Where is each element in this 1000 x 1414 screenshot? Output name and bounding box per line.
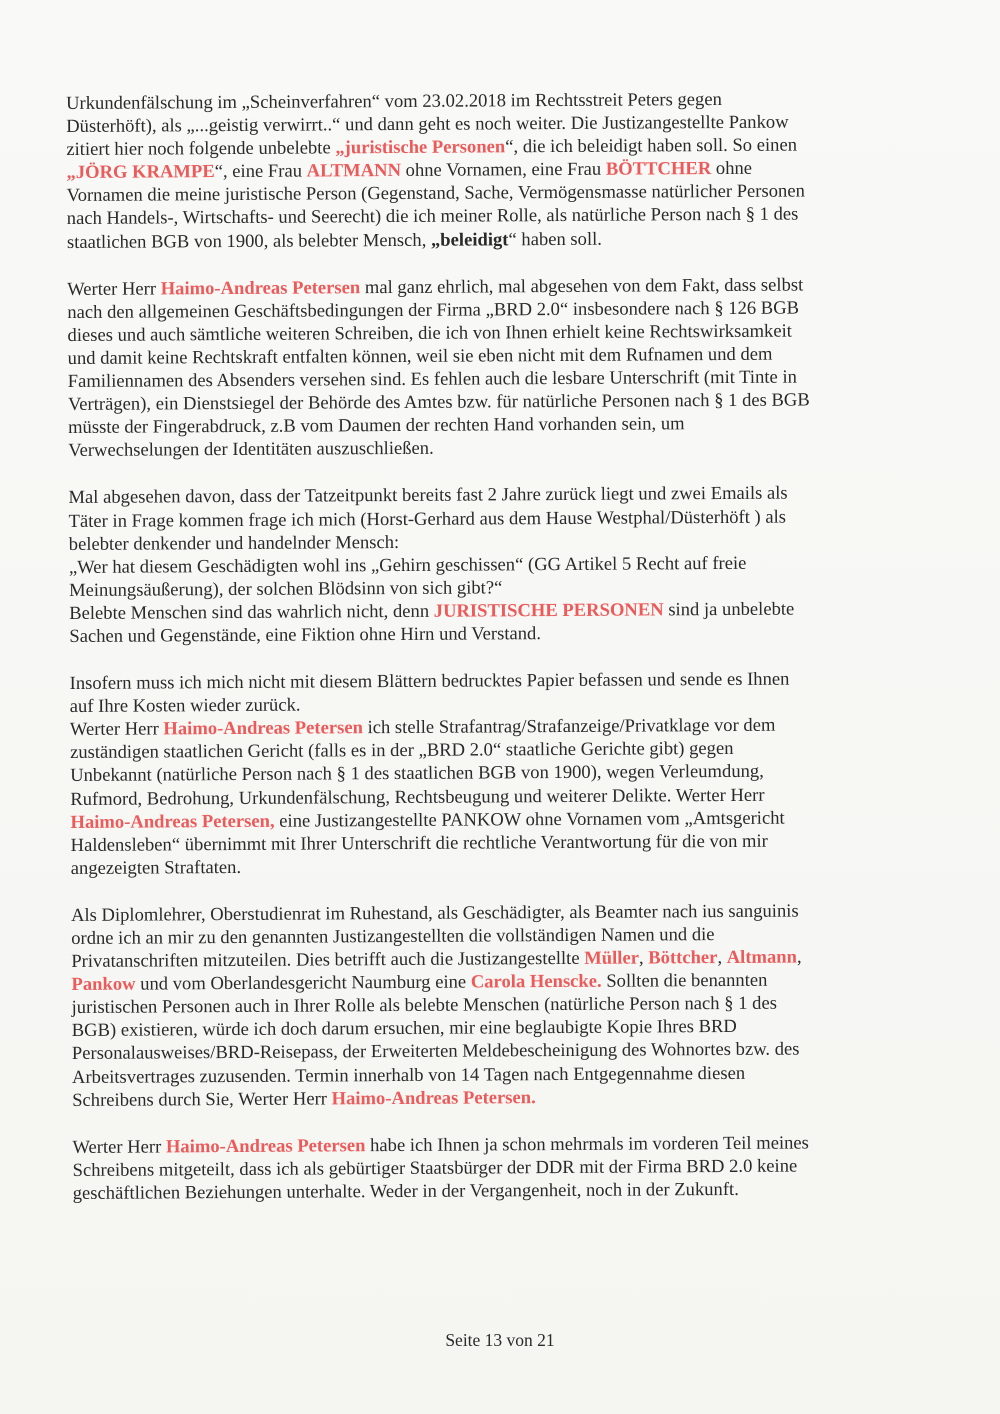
text-segment: Arbeitsvertrages zuzusenden. Termin innerhalb von 14 Tagen nach Entgegennahme diesen <box>71 1062 746 1088</box>
text-segment: sind ja unbelebte <box>663 598 795 621</box>
text-segment: Schreibens mitgeteilt, dass ich als gebürtiger Staatsbürger der DDR mit der Firma BRD 2.0 keine <box>72 1155 798 1181</box>
highlighted-name: Müller <box>584 947 639 969</box>
text-segment: nach Handels-, Wirtschafts- und Seerecht) die ich meiner Rolle, als natürliche Person nach § 1 des <box>66 203 799 230</box>
text-segment: habe ich Ihnen ja schon mehrmals im vorderen Teil meines <box>365 1132 809 1156</box>
text-segment: müsste der Fingerabdruck, z.B vom Daumen der rechten Hand vorhanden sein, um <box>67 413 685 439</box>
text-segment: , <box>717 947 727 969</box>
text-segment: “ haben soll. <box>508 228 602 250</box>
text-segment: dieses und auch sämtliche weiteren Schreiben, die ich von Ihnen erhielt keine Rechtswirksamkeit <box>67 320 792 346</box>
highlighted-name: ALTMANN <box>306 160 402 182</box>
paragraph <box>71 899 907 1112</box>
text-segment: Privatanschriften mitzuteilen. Dies betrifft auch die Justizangestellte <box>71 947 585 973</box>
highlighted-name: Haimo-Andreas Petersen <box>165 1134 366 1158</box>
text-segment: ohne <box>711 158 753 180</box>
text-segment: Insofern muss ich mich nicht mit diesem Blättern bedrucktes Papier befassen und sende es Ihnen <box>69 668 790 695</box>
highlighted-name: „JÖRG KRAMPE <box>66 161 215 184</box>
highlighted-name: Carola Henscke. <box>470 970 602 993</box>
text-segment: Verträgen), ein Dienstsiegel der Behörde des Amtes bzw. für natürliche Personen nach § 1 des BGB <box>67 389 810 416</box>
text-segment: ohne Vornamen, eine Frau <box>400 158 606 182</box>
text-line <box>67 225 902 253</box>
text-segment: Werter Herr <box>67 278 161 300</box>
text-segment: Sollten die benannten <box>601 969 768 992</box>
highlighted-name: Pankow <box>71 973 136 996</box>
text-segment: eine Justizangestellte PANKOW ohne Vornamen vom „Amtsgericht <box>274 807 785 832</box>
text-line <box>68 434 903 462</box>
text-segment: Werter Herr <box>69 718 164 741</box>
text-segment: Mal abgesehen davon, dass der Tatzeitpunkt bereits fast 2 Jahre zurück liegt und zwei Emails als <box>68 483 788 509</box>
paragraph <box>72 1131 907 1205</box>
text-segment: Familiennamen des Absenders versehen sind. Es fehlen auch die lesbare Unterschrift (mit Tinte in <box>67 366 797 393</box>
text-segment: mal ganz ehrlich, mal abgesehen von dem Fakt, dass selbst <box>360 274 804 298</box>
text-segment: Belebte Menschen sind das wahrlich nicht, denn <box>69 600 434 624</box>
text-segment: Werter Herr <box>72 1136 166 1158</box>
text-segment: , <box>796 946 802 968</box>
text-segment: angezeigten Straftaten. <box>70 856 242 879</box>
text-segment: Haldensleben“ übernimmt mit Ihrer Unterschrift die rechtliche Verantwortung für die von mir <box>70 830 768 856</box>
highlighted-name: Haimo-Andreas Petersen, <box>70 810 275 833</box>
text-segment: Düsterhöft), als „...geistig verwirrt..“ und dann geht es noch weiter. Die Justizangestellte Pankow <box>66 111 789 138</box>
text-segment: belebter denkender und handelnder Mensch: <box>68 531 400 555</box>
page-number: Seite 13 von 21 <box>445 1330 555 1350</box>
text-segment: BGB) existieren, würde ich doch darum ersuchen, mir eine beglaubigte Kopie Ihres BRD <box>71 1016 737 1042</box>
text-segment: Unbekannt (natürliche Person nach § 1 des staatlichen BGB von 1900), wegen Verleumdung, <box>70 761 764 787</box>
text-line <box>73 1177 908 1205</box>
highlighted-name: Haimo-Andreas Petersen. <box>331 1086 536 1110</box>
text-line <box>69 620 904 648</box>
paragraph <box>68 481 904 648</box>
highlighted-name: Haimo-Andreas Petersen <box>163 717 363 740</box>
paragraph <box>67 273 903 463</box>
paragraph <box>66 87 902 254</box>
bold-text: „beleidigt <box>430 228 509 251</box>
highlighted-name: Böttcher <box>648 947 718 969</box>
text-segment: Urkundenfälschung im „Scheinverfahren“ vom 23.02.2018 im Rechtsstreit Peters gegen <box>66 88 722 114</box>
text-segment: Meinungsäußerung), der solchen Blödsinn von sich gibt?“ <box>68 577 503 601</box>
text-segment: juristischen Personen auch in Ihrer Rolle als belebte Menschen (natürliche Person nach § 1 des <box>71 992 777 1019</box>
paragraph <box>70 667 906 880</box>
text-segment: Als Diplomlehrer, Oberstudienrat im Ruhestand, als Geschädigter, als Beamter nach ius sanguinis <box>70 900 799 926</box>
text-segment: Rufmord, Bedrohung, Urkundenfälschung, Rechtsbeugung und weiterer Delikte. Werter Herr <box>70 784 765 810</box>
text-segment: ich stelle Strafantrag/Strafanzeige/Privatklage vor dem <box>362 714 776 739</box>
text-segment: “, die ich beleidigt haben soll. So einen <box>505 134 798 158</box>
highlighted-name: „juristische Personen <box>335 136 506 159</box>
text-segment: Täter in Frage kommen frage ich mich (Horst-Gerhard aus dem Hause Westphal/Düsterhöft ) als <box>68 506 787 532</box>
text-segment: geschäftlichen Beziehungen unterhalte. Weder in der Vergangenheit, noch in der Zukunft. <box>72 1178 739 1204</box>
text-segment: zuständigen staatlichen Gericht (falls es in der „BRD 2.0“ staatliche Gerichte gibt) gegen <box>69 738 734 764</box>
text-segment: Sachen und Gegenstände, eine Fiktion ohne Hirn und Verstand. <box>69 623 542 647</box>
text-segment: Schreibens durch Sie, Werter Herr <box>72 1088 332 1111</box>
highlighted-name: BÖTTCHER <box>605 158 712 180</box>
highlighted-name: JURISTISCHE PERSONEN <box>433 599 664 622</box>
letter-body <box>66 87 908 1229</box>
text-segment: Personalausweises/BRD-Reisepass, der Erweiterten Meldebescheinigung des Wohnortes bzw. des <box>71 1039 800 1065</box>
text-segment: staatlichen BGB von 1900, als belebter Mensch, <box>66 229 432 253</box>
text-segment: “, eine Frau <box>214 160 307 183</box>
text-segment: zitiert hier noch folgende unbelebte <box>66 137 336 161</box>
text-segment: „Wer hat diesem Geschädigten wohl ins „Gehirn geschissen“ (GG Artikel 5 Recht auf freie <box>68 552 747 578</box>
text-line <box>71 852 906 880</box>
text-segment: auf Ihre Kosten wieder zurück. <box>69 694 301 718</box>
text-segment: , <box>638 947 649 969</box>
text-segment: nach den allgemeinen Geschäftsbedingungen der Firma „BRD 2.0“ insbesondere nach § 126 BGB <box>67 297 800 323</box>
text-line <box>72 1084 907 1112</box>
text-segment: Verwechselungen der Identitäten auszuschließen. <box>68 438 434 462</box>
highlighted-name: Altmann <box>726 946 798 969</box>
text-segment: ordne ich an mir zu den genannten Justizangestellten die vollständigen Namen und die <box>71 924 715 949</box>
text-segment: Vornamen die meine juristische Person (Gegenstand, Sache, Vermögensmasse natürlicher Personen <box>66 180 805 207</box>
text-segment: und damit keine Rechtskraft entfalten können, weil sie eben nicht mit dem Rufnamen und dem <box>67 343 773 369</box>
page-footer <box>0 1330 1000 1351</box>
text-segment: und vom Oberlandesgericht Naumburg eine <box>135 971 471 995</box>
highlighted-name: Haimo-Andreas Petersen <box>160 276 361 300</box>
